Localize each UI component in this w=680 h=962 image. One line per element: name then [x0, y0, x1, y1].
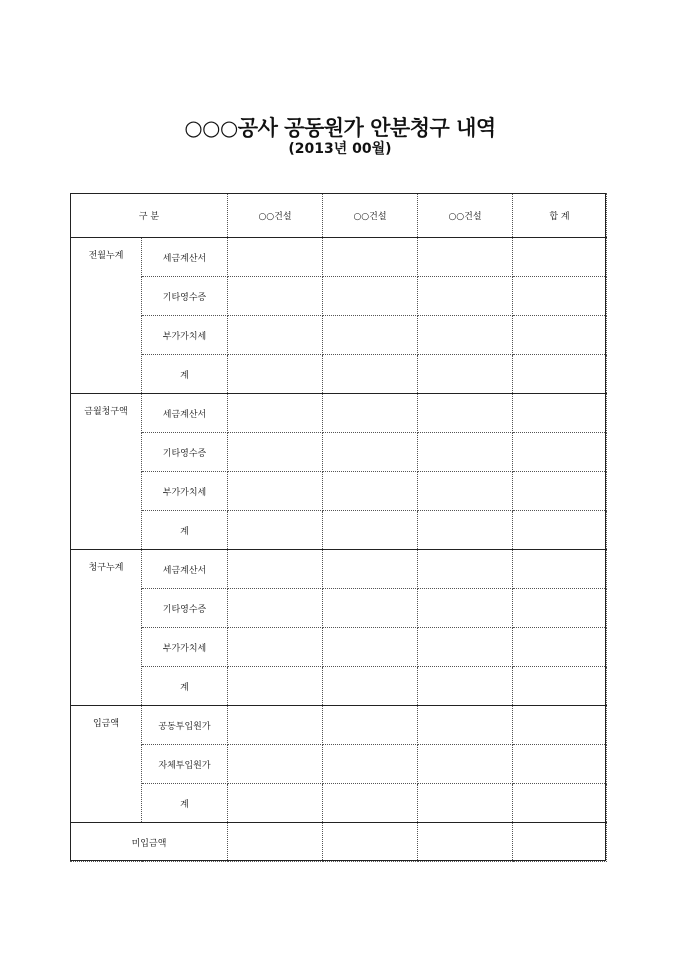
value-cell[interactable] [418, 550, 513, 589]
value-cell[interactable] [323, 745, 418, 784]
value-cell[interactable] [323, 550, 418, 589]
value-cell[interactable] [228, 433, 323, 472]
value-cell[interactable] [228, 277, 323, 316]
item-label: 부가가치세 [142, 472, 228, 511]
value-cell[interactable] [323, 433, 418, 472]
table-row [71, 394, 607, 433]
value-cell[interactable] [228, 823, 323, 862]
table-row [71, 550, 607, 589]
value-cell[interactable] [418, 706, 513, 745]
value-cell[interactable] [228, 745, 323, 784]
value-cell[interactable] [418, 277, 513, 316]
item-label: 세금계산서 [142, 238, 228, 277]
value-cell[interactable] [323, 316, 418, 355]
item-label: 기타영수증 [142, 277, 228, 316]
value-cell[interactable] [418, 823, 513, 862]
table-row [71, 667, 607, 706]
header-category: 구 분 [71, 194, 228, 238]
value-cell[interactable] [228, 589, 323, 628]
item-label: 계 [142, 667, 228, 706]
table-row [71, 472, 607, 511]
item-label: 계 [142, 784, 228, 823]
total-cell[interactable] [513, 628, 607, 667]
value-cell[interactable] [418, 511, 513, 550]
value-cell[interactable] [323, 823, 418, 862]
total-cell[interactable] [513, 511, 607, 550]
table-row [71, 277, 607, 316]
value-cell[interactable] [418, 316, 513, 355]
value-cell[interactable] [228, 472, 323, 511]
value-cell[interactable] [418, 667, 513, 706]
group-label-prev-cumulative: 전월누계 [71, 238, 142, 394]
total-cell[interactable] [513, 238, 607, 277]
document-subtitle: (2013년 00월) [288, 141, 392, 157]
total-cell[interactable] [513, 433, 607, 472]
value-cell[interactable] [228, 784, 323, 823]
table-row [71, 316, 607, 355]
table-row [71, 355, 607, 394]
value-cell[interactable] [418, 433, 513, 472]
value-cell[interactable] [418, 355, 513, 394]
item-label: 부가가치세 [142, 628, 228, 667]
header-company-2: ○○건설 [323, 194, 418, 238]
value-cell[interactable] [323, 277, 418, 316]
document-title: ○○○공사 공동원가 안분청구 내역 [184, 116, 496, 140]
total-cell[interactable] [513, 745, 607, 784]
header-company-1: ○○건설 [228, 194, 323, 238]
value-cell[interactable] [418, 784, 513, 823]
total-cell[interactable] [513, 394, 607, 433]
total-cell[interactable] [513, 355, 607, 394]
value-cell[interactable] [323, 706, 418, 745]
value-cell[interactable] [228, 706, 323, 745]
table-row [71, 745, 607, 784]
total-cell[interactable] [513, 277, 607, 316]
value-cell[interactable] [228, 511, 323, 550]
total-cell[interactable] [513, 550, 607, 589]
item-label: 세금계산서 [142, 394, 228, 433]
table-row [71, 511, 607, 550]
value-cell[interactable] [323, 394, 418, 433]
footer-label-unpaid: 미입금액 [71, 823, 228, 862]
group-label-deposit: 입금액 [71, 706, 142, 823]
item-label: 공동투입원가 [142, 706, 228, 745]
item-label: 기타영수증 [142, 433, 228, 472]
table-row [71, 589, 607, 628]
value-cell[interactable] [228, 550, 323, 589]
header-row [71, 194, 607, 238]
item-label: 계 [142, 511, 228, 550]
value-cell[interactable] [228, 628, 323, 667]
value-cell[interactable] [323, 667, 418, 706]
table-row [71, 823, 607, 862]
header-total: 합 계 [513, 194, 607, 238]
total-cell[interactable] [513, 667, 607, 706]
value-cell[interactable] [228, 238, 323, 277]
value-cell[interactable] [228, 667, 323, 706]
value-cell[interactable] [228, 355, 323, 394]
table-row [71, 706, 607, 745]
total-cell[interactable] [513, 472, 607, 511]
header-company-3: ○○건설 [418, 194, 513, 238]
cost-table [70, 193, 607, 862]
total-cell[interactable] [513, 784, 607, 823]
total-cell[interactable] [513, 823, 607, 862]
item-label: 자체투입원가 [142, 745, 228, 784]
value-cell[interactable] [418, 628, 513, 667]
value-cell[interactable] [323, 355, 418, 394]
total-cell[interactable] [513, 589, 607, 628]
table-row [71, 433, 607, 472]
value-cell[interactable] [418, 745, 513, 784]
group-label-claim-cumulative: 청구누계 [71, 550, 142, 706]
table-row [71, 238, 607, 277]
total-cell[interactable] [513, 706, 607, 745]
item-label: 계 [142, 355, 228, 394]
value-cell[interactable] [228, 394, 323, 433]
value-cell[interactable] [323, 472, 418, 511]
table-row [71, 628, 607, 667]
value-cell[interactable] [418, 238, 513, 277]
value-cell[interactable] [418, 589, 513, 628]
value-cell[interactable] [323, 511, 418, 550]
item-label: 부가가치세 [142, 316, 228, 355]
item-label: 세금계산서 [142, 550, 228, 589]
value-cell[interactable] [418, 394, 513, 433]
value-cell[interactable] [323, 238, 418, 277]
value-cell[interactable] [323, 784, 418, 823]
value-cell[interactable] [228, 316, 323, 355]
item-label: 기타영수증 [142, 589, 228, 628]
table-row [71, 784, 607, 823]
total-cell[interactable] [513, 316, 607, 355]
value-cell[interactable] [323, 628, 418, 667]
group-label-current-claim: 금월청구액 [71, 394, 142, 550]
value-cell[interactable] [323, 589, 418, 628]
value-cell[interactable] [418, 472, 513, 511]
